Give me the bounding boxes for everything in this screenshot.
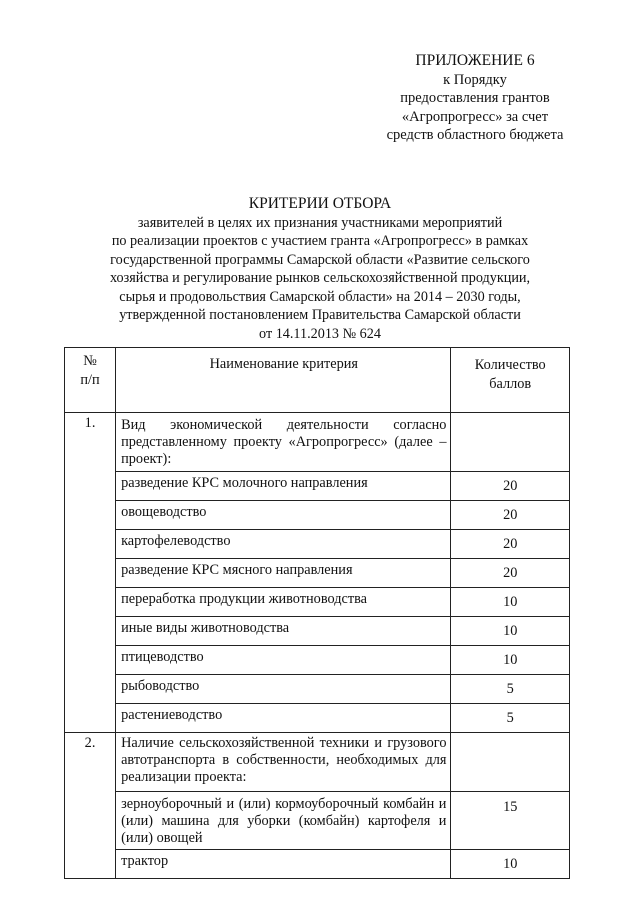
criterion-name: переработка продукции животноводства <box>116 588 451 617</box>
section-score-cell <box>451 413 570 472</box>
criterion-score: 5 <box>451 675 570 704</box>
header-score-label: Количество <box>474 357 546 373</box>
criterion-name: разведение КРС молочного направления <box>116 472 451 501</box>
section-score-cell <box>451 733 570 792</box>
section-row <box>65 733 570 792</box>
table-header-row <box>65 348 570 413</box>
criterion-score: 10 <box>451 850 570 879</box>
appendix-line: «Агропрогресс» за счет <box>401 108 549 125</box>
criterion-score: 20 <box>451 472 570 501</box>
criterion-score: 10 <box>451 617 570 646</box>
heading-line: государственной программы Самарской области «Развитие сельского <box>110 251 530 268</box>
header-number-label: п/п <box>80 372 100 388</box>
section-title: Вид экономической деятельности согласно представленному проекту «Агропрогресс» (далее – проект): <box>116 413 451 472</box>
criterion-score: 20 <box>451 530 570 559</box>
header-number-label: № <box>83 353 97 369</box>
criterion-name: зерноуборочный и (или) кормоуборочный комбайн и (или) машина для уборки (комбайн) картофеля и (или) овощей <box>116 792 451 850</box>
heading-line: утвержденной постановлением Правительства Самарской области <box>119 307 521 323</box>
heading-line: заявителей в целях их признания участниками мероприятий <box>137 214 503 231</box>
criterion-name: трактор <box>116 850 451 879</box>
document-heading <box>60 195 580 343</box>
header-score-label: баллов <box>489 376 532 392</box>
appendix-block <box>355 52 595 145</box>
criterion-name: овощеводство <box>116 501 451 530</box>
criterion-name: птицеводство <box>116 646 451 675</box>
header-score-cell <box>451 348 570 413</box>
criteria-table <box>64 347 570 879</box>
table-row <box>65 646 570 675</box>
section-number: 2. <box>65 733 116 879</box>
appendix-title: ПРИЛОЖЕНИЕ 6 <box>415 52 535 69</box>
appendix-line: средств областного бюджета <box>386 127 564 143</box>
criterion-score: 20 <box>451 559 570 588</box>
table-row <box>65 704 570 733</box>
table-row <box>65 850 570 879</box>
criterion-name: иные виды животноводства <box>116 617 451 646</box>
criterion-score: 10 <box>451 588 570 617</box>
criterion-name: картофелеводство <box>116 530 451 559</box>
header-criterion-cell: Наименование критерия <box>116 348 451 413</box>
table-row <box>65 675 570 704</box>
table-row <box>65 559 570 588</box>
table-row <box>65 530 570 559</box>
criterion-name: разведение КРС мясного направления <box>116 559 451 588</box>
table-row <box>65 617 570 646</box>
appendix-line: к Порядку <box>443 71 507 88</box>
criterion-score: 20 <box>451 501 570 530</box>
heading-line: хозяйства и регулирование рынков сельскохозяйственной продукции, <box>109 270 531 286</box>
table-row <box>65 472 570 501</box>
heading-line: по реализации проектов с участием гранта «Агропрогресс» в рамках <box>111 233 529 249</box>
criterion-score: 15 <box>451 792 570 850</box>
heading-line: сырья и продовольствия Самарской области» на 2014 – 2030 годы, <box>119 288 521 305</box>
appendix-line: предоставления грантов <box>400 90 550 106</box>
header-number-cell <box>65 348 116 413</box>
section-number: 1. <box>65 413 116 733</box>
section-title: Наличие сельскохозяйственной техники и грузового автотранспорта в собственности, необходимых для реализации проекта: <box>116 733 451 792</box>
criterion-score: 10 <box>451 646 570 675</box>
table-row <box>65 501 570 530</box>
table-row <box>65 792 570 850</box>
heading-line: от 14.11.2013 № 624 <box>259 325 381 342</box>
table-row <box>65 588 570 617</box>
criterion-name: растениеводство <box>116 704 451 733</box>
criterion-name: рыбоводство <box>116 675 451 704</box>
document-title: КРИТЕРИИ ОТБОРА <box>248 195 392 212</box>
section-row <box>65 413 570 472</box>
criterion-score: 5 <box>451 704 570 733</box>
